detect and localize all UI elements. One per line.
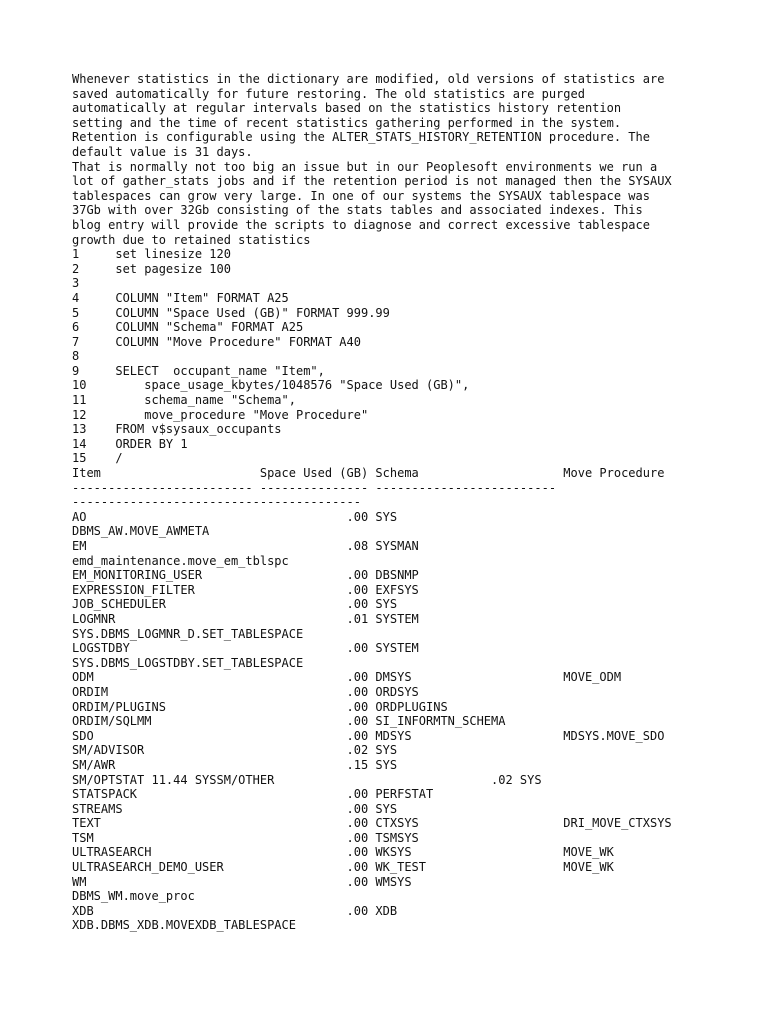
text-line: Retention is configurable using the ALTER_STATS_HISTORY_RETENTION procedure. The [72,130,650,145]
text-line: default value is 31 days. [72,144,253,159]
result-row: SYS.DBMS_LOGMNR_D.SET_TABLESPACE [72,626,304,641]
result-row: ORDIM .00 ORDSYS [72,684,419,699]
text-line: automatically at regular intervals based on the statistics history retention [72,101,622,116]
result-row: WM .00 WMSYS [72,874,412,889]
result-row: ODM .00 DMSYS MOVE_ODM [72,670,622,685]
result-row: SM/OPTSTAT 11.44 SYSSM/OTHER .02 SYS [72,772,542,787]
code-line: 10 space_usage_kbytes/1048576 "Space Used (GB)", [72,378,470,393]
result-row: EXPRESSION_FILTER .00 EXFSYS [72,582,419,597]
result-row: JOB_SCHEDULER .00 SYS [72,597,398,612]
code-line: 6 COLUMN "Schema" FORMAT A25 [72,320,304,335]
code-line: 15 / [72,451,123,466]
result-row: XDB .00 XDB [72,903,398,918]
document-page [72,72,712,933]
result-row: LOGSTDBY .00 SYSTEM [72,641,419,656]
result-row: ULTRASEARCH .00 WKSYS MOVE_WK [72,845,614,860]
text-line: setting and the time of recent statistics gathering performed in the system. [72,115,622,130]
text-line: Whenever statistics in the dictionary are modified, old versions of statistics are [72,72,665,86]
result-row: ORDIM/SQLMM .00 SI_INFORMTN_SCHEMA [72,714,506,729]
result-row: STATSPACK .00 PERFSTAT [72,787,434,802]
code-line: 2 set pagesize 100 [72,261,231,276]
result-separator: ------------------------- --------------- ------------------------- [72,480,557,495]
text-line: growth due to retained statistics [72,232,311,247]
code-line: 3 [72,276,80,291]
code-line: 13 FROM v$sysaux_occupants [72,422,282,437]
code-line: 8 [72,349,80,364]
result-row: XDB.DBMS_XDB.MOVEXDB_TABLESPACE [72,918,296,933]
result-row: ORDIM/PLUGINS .00 ORDPLUGINS [72,699,448,714]
code-line: 11 schema_name "Schema", [72,393,296,408]
code-line: 9 SELECT occupant_name "Item", [72,363,325,378]
code-line: 5 COLUMN "Space Used (GB)" FORMAT 999.99 [72,305,390,320]
result-row: LOGMNR .01 SYSTEM [72,611,419,626]
result-separator: ---------------------------------------- [72,495,361,510]
code-line: 14 ORDER BY 1 [72,436,188,451]
result-row: ULTRASEARCH_DEMO_USER .00 WK_TEST MOVE_WK [72,860,614,875]
text-line: tablespaces can grow very large. In one of our systems the SYSAUX tablespace was [72,188,650,203]
result-row: AO .00 SYS [72,509,398,524]
result-row: TEXT .00 CTXSYS DRI_MOVE_CTXSYS [72,816,672,831]
text-line: lot of gather_stats jobs and if the retention period is not managed then the SYSAUX [72,174,672,189]
result-row: EM_MONITORING_USER .00 DBSNMP [72,568,419,583]
result-row: EM .08 SYSMAN [72,539,419,553]
result-row: SM/ADVISOR .02 SYS [72,743,398,758]
text-line: That is normally not too big an issue but in our Peoplesoft environments we run a [72,159,658,174]
code-line: 1 set linesize 120 [72,247,231,262]
result-header: Item Space Used (GB) Schema Move Procedure [72,466,665,481]
result-row: STREAMS .00 SYS [72,801,398,816]
text-line: blog entry will provide the scripts to diagnose and correct excessive tablespace [72,217,650,232]
code-line: 4 COLUMN "Item" FORMAT A25 [72,290,289,305]
result-row: SDO .00 MDSYS MDSYS.MOVE_SDO [72,728,665,743]
result-row: emd_maintenance.move_em_tblspc [72,553,289,568]
result-row: TSM .00 TSMSYS [72,830,419,845]
result-row: DBMS_WM.move_proc [72,889,195,904]
code-line: 7 COLUMN "Move Procedure" FORMAT A40 [72,334,361,349]
result-row: SM/AWR .15 SYS [72,757,398,772]
result-row: SYS.DBMS_LOGSTDBY.SET_TABLESPACE [72,655,304,670]
result-row: DBMS_AW.MOVE_AWMETA [72,524,210,539]
code-line: 12 move_procedure "Move Procedure" [72,407,369,422]
text-line: saved automatically for future restoring. The old statistics are purged [72,86,585,101]
text-line: 37Gb with over 32Gb consisting of the stats tables and associated indexes. This [72,203,643,218]
